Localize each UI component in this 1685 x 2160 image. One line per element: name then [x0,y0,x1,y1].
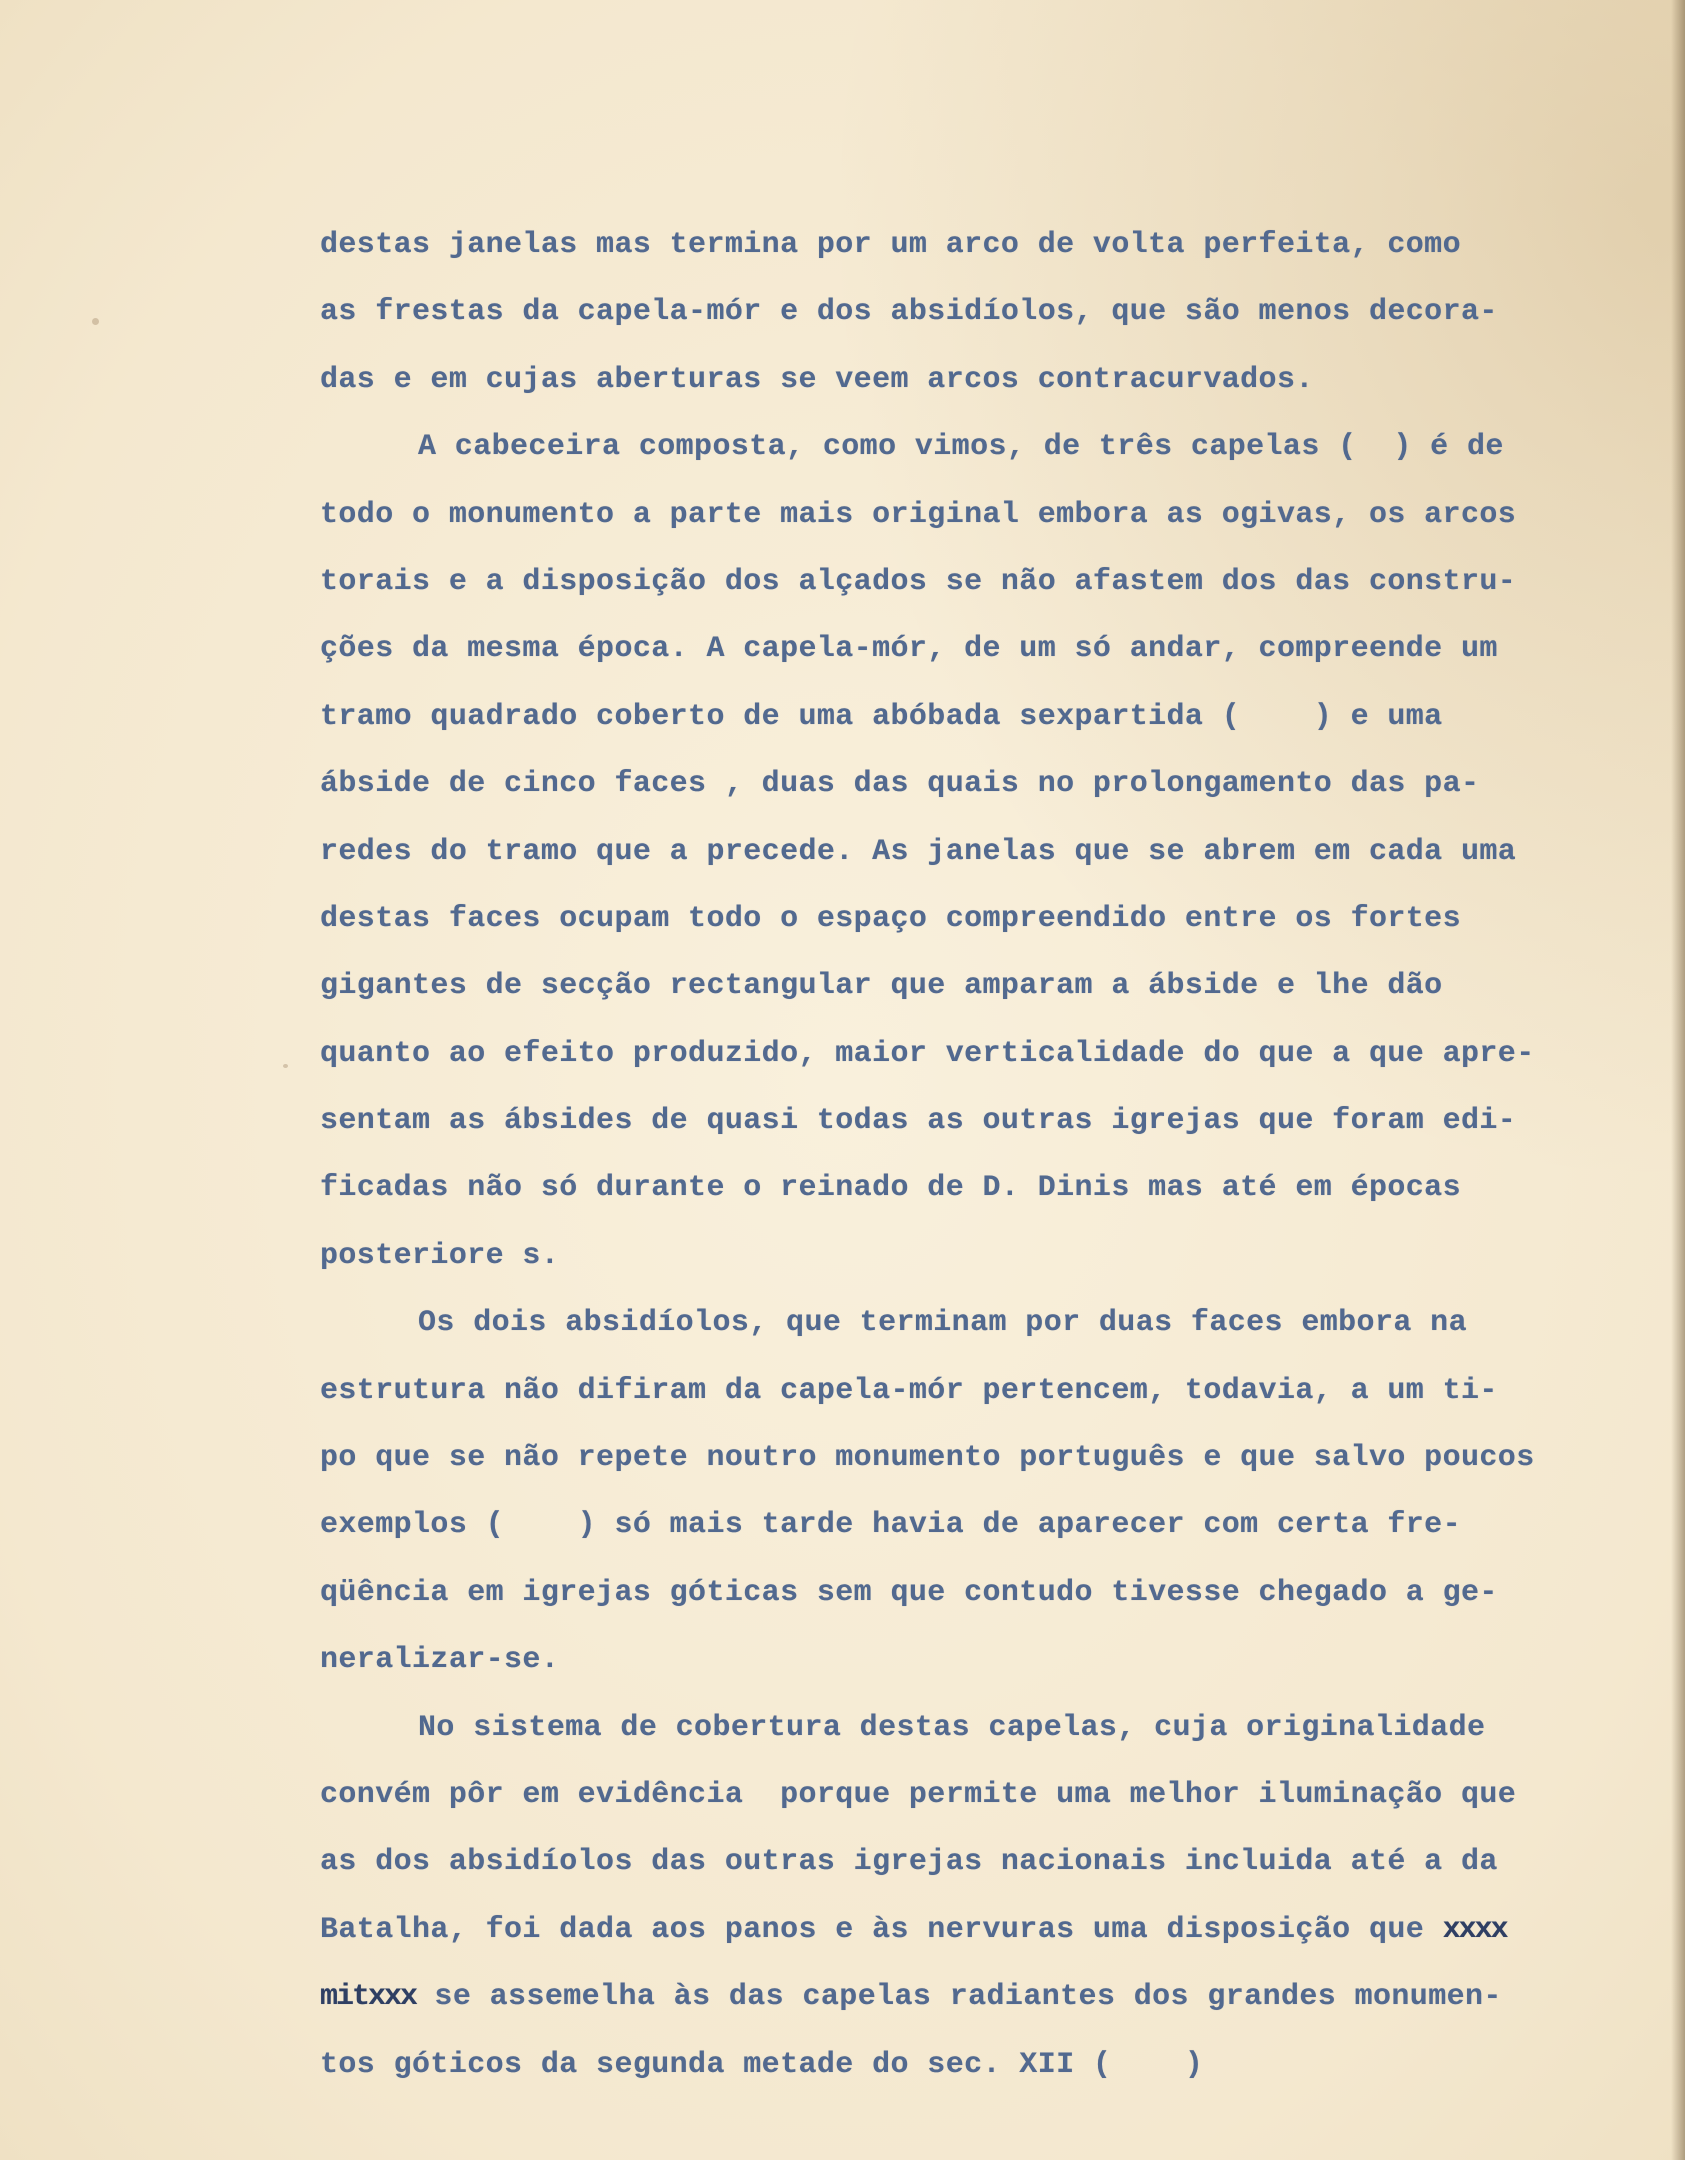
text-line: Os dois absidíolos, que terminam por duas faces embora na [418,1306,1467,1341]
text-line: posteriore s. [320,1238,560,1273]
text-line: destas janelas mas termina por um arco de volta perfeita, como [320,228,1461,262]
text-line: po que se não repete noutro monumento português e que salvo poucos [320,1441,1535,1476]
text-line: destas faces ocupam todo o espaço compreendido entre os fortes [320,901,1461,936]
text-line: gigantes de secção rectangular que amparam a ábside e lhe dão [320,969,1443,1004]
text-line: No sistema de cobertura destas capelas, cuja originalidade [418,1710,1486,1745]
struck-out-text: xxxx [1442,1912,1507,1947]
text-line: das e em cujas aberturas se veem arcos contracurvados. [320,362,1314,397]
text-line: todo o monumento a parte mais original embora as ogivas, os arcos [320,497,1517,532]
page-edge-shadow [1671,0,1685,2160]
text-line: exemplos ( ) só mais tarde havia de aparecer com certa fre- [320,1508,1461,1543]
text-line: estrutura não difiram da capela-mór pertencem, todavia, a um ti- [320,1373,1498,1408]
text-line: sentam as ábsides de quasi todas as outras igrejas que foram edi- [320,1104,1517,1139]
text-line [320,1897,1620,1964]
text-segment: Batalha, foi dada aos panos e às nervuras uma disposição que [320,1912,1425,1947]
text-line: as dos absidíolos das outras igrejas nacionais incluida até a da [320,1845,1498,1880]
struck-out-text: mitxxx [320,1980,417,2015]
paper-speck [283,1064,288,1068]
text-line: tramo quadrado coberto de uma abóbada sexpartida ( ) e uma [320,699,1443,734]
text-line: redes do tramo que a precede. As janelas que se abrem em cada uma [320,834,1517,869]
text-line: quanto ao efeito produzido, maior verticalidade do que a que apre- [320,1036,1535,1071]
text-line: convém pôr em evidência porque permite uma melhor iluminação que [320,1777,1517,1812]
text-line: neralizar-se. [320,1643,560,1678]
text-line: as frestas da capela-mór e dos absidíolos, que são menos decora- [320,295,1498,330]
text-segment: se assemelha às das capelas radiantes dos grandes monumen- [416,1980,1502,2015]
text-line: torais e a disposição dos alçados se não afastem dos das constru- [320,564,1517,599]
body-text [320,212,1620,2099]
text-line [320,1964,1620,2031]
text-line: A cabeceira composta, como vimos, de três capelas ( ) é de [418,430,1504,465]
text-line: ficadas não só durante o reinado de D. Dinis mas até em épocas [320,1171,1461,1206]
text-line: qüência em igrejas góticas sem que contudo tivesse chegado a ge- [320,1575,1498,1610]
paper-speck [92,318,99,325]
text-line: tos góticos da segunda metade do sec. XII ( ) [320,2047,1204,2082]
text-line: ções da mesma época. A capela-mór, de um só andar, compreende um [320,632,1498,667]
text-line: ábside de cinco faces , duas das quais no prolongamento das pa- [320,767,1480,802]
